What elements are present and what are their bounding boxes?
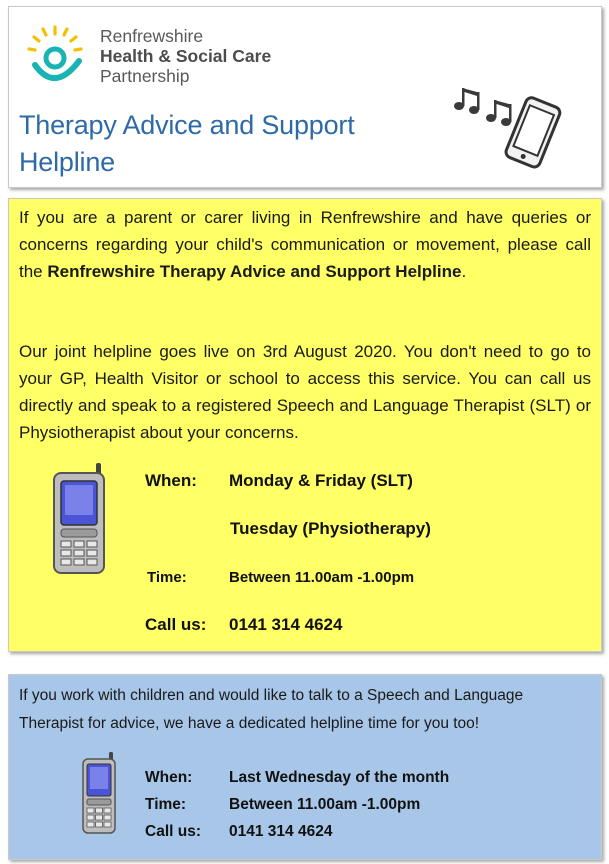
professional-paragraph: If you work with children and would like to talk to a Speech and Language Therapist for advice, we have a dedicated helpline time for you too! [19,687,524,732]
org-line-2: Health & Social Care [100,46,272,66]
when-value-physio: Tuesday (Physiotherapy) [230,519,431,538]
music-phone-icon [447,82,567,172]
pro-time-label: Time: [145,796,187,813]
mobile-phone-icon [52,461,108,575]
intro-text: If you are a parent or carer living in Renfrewshire and have queries or concerns regarding your child's communication or movement, please call the [19,208,591,281]
pro-time-value: Between 11.00am -1.00pm [229,796,421,813]
pro-call-label: Call us: [145,823,201,840]
pro-when-label: When: [145,769,193,786]
pro-when-value: Last Wednesday of the month [229,769,450,786]
when-label: When: [145,471,197,490]
header-panel [8,6,602,188]
call-label: Call us: [145,615,207,634]
when-value-slt: Monday & Friday (SLT) [229,471,413,490]
mobile-phone-icon [81,751,117,835]
intro-end: . [461,262,467,281]
org-line-3: Partnership [100,66,190,86]
time-value: Between 11.00am -1.00pm [229,569,415,586]
title-line-1: Therapy Advice and Support [19,110,355,140]
org-line-1: Renfrewshire [100,26,204,46]
title-line-2: Helpline [19,147,115,177]
sun-logo-icon [23,21,93,91]
organisation-name [100,26,271,86]
pro-phone-number[interactable]: 0141 314 4624 [229,823,333,840]
helpline-name: Renfrewshire Therapy Advice and Support Helpline [47,262,462,281]
helpline-info-paragraph: Our joint helpline goes live on 3rd August 2020. You don't need to go to your GP, Health Visitor or school to access this service. You can call us directly and speak to a registered Speech and Language Therapist (SLT) or Physiotherapist about your concerns. [19,342,591,442]
intro-paragraph [19,204,591,285]
professional-panel [8,674,602,860]
phone-number[interactable]: 0141 314 4624 [229,615,343,634]
page-title [19,107,355,181]
parent-carer-panel [8,198,602,652]
time-label: Time: [147,569,187,586]
